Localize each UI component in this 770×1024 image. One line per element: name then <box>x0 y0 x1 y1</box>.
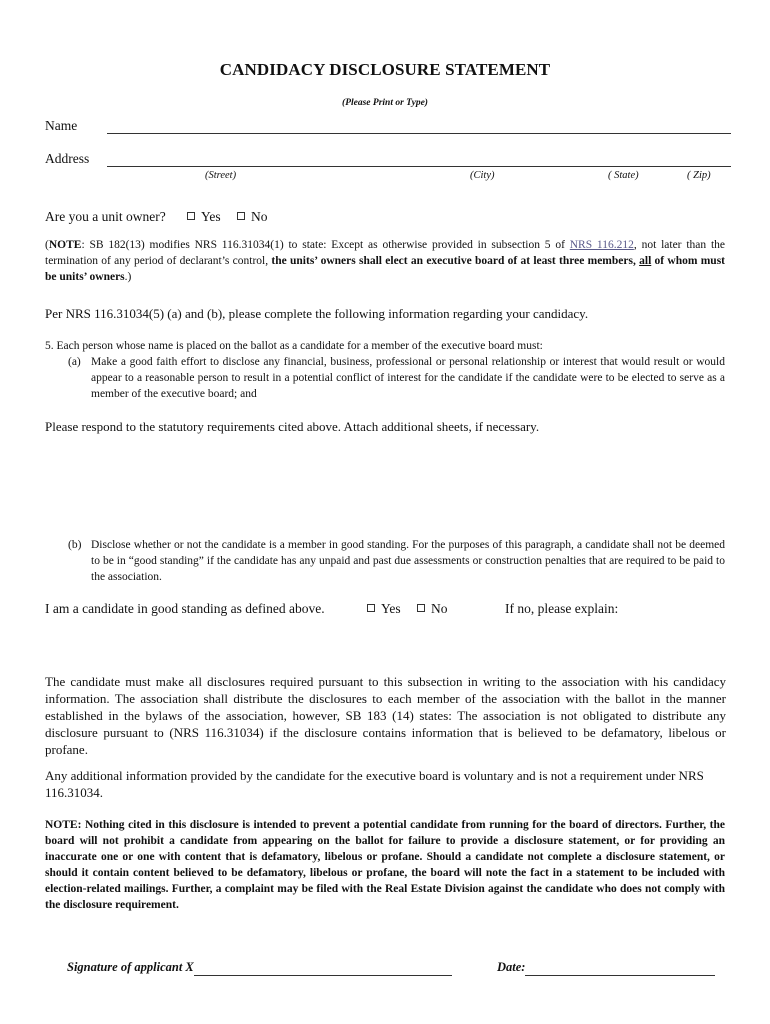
street-caption: (Street) <box>205 170 237 181</box>
good-standing-no-option[interactable] <box>417 601 448 617</box>
no-checkbox[interactable] <box>237 212 245 220</box>
note-text-2: , not later than the termination of any period of declarant’s control, <box>45 239 725 267</box>
date-field[interactable] <box>525 963 715 976</box>
signature-row <box>67 958 452 976</box>
zip-caption: ( Zip) <box>687 170 711 181</box>
nrs-116-212-link[interactable]: NRS 116.212 <box>569 239 634 251</box>
note-bold-2: of whom must be units’ owners <box>45 255 726 283</box>
note-bold-all: all <box>639 255 652 267</box>
signature-field[interactable] <box>194 963 452 976</box>
note-open-paren: ( <box>45 239 49 251</box>
address-label: Address <box>45 151 90 166</box>
no-label: No <box>251 209 268 224</box>
note-text-1: : SB 182(13) modifies NRS 116.31034(1) to state: Except as otherwise provided in subsection 5 of <box>81 239 570 251</box>
response-area-b[interactable] <box>45 622 725 668</box>
address-field[interactable] <box>107 166 731 167</box>
yes-checkbox[interactable] <box>187 212 195 220</box>
explain-label: If no, please explain: <box>505 601 619 616</box>
per-nrs-instruction: Per NRS 116.31034(5) (a) and (b), please complete the following information regarding your candidacy. <box>45 306 589 321</box>
good-standing-no-checkbox[interactable] <box>417 604 425 612</box>
good-standing-yes-label: Yes <box>381 601 401 616</box>
date-row <box>497 958 715 976</box>
good-standing-yes-option[interactable] <box>367 601 401 617</box>
state-caption: ( State) <box>608 170 639 181</box>
final-note-paragraph: NOTE: Nothing cited in this disclosure is intended to prevent a potential candidate from running for the board of directors. Further, the board will not prohibit a candidate from appearing on the ballot for failure to provide a disclosure statement, or for providing an inaccurate one or one with content that is defamatory, libelous or profane. Should a candidate not complete a disclosure statement, or should it contain content believed to be defamatory, libelous or profane, the board will note the fact in a statement to be included with election-related mailings. Further, a complaint may be filed with the Real Estate Division against the candidate who does not comply with the disclosure requirement. <box>45 819 725 911</box>
respond-instruction: Please respond to the statutory requirements cited above. Attach additional sheets, if necessary. <box>45 419 540 434</box>
note-label: NOTE <box>48 239 82 251</box>
date-label: Date: <box>497 960 526 974</box>
note-bold-1: the units’ owners shall elect an executive board of at least three members, <box>271 255 640 267</box>
name-label: Name <box>45 118 78 133</box>
note-close: .) <box>124 271 132 283</box>
good-standing-yes-checkbox[interactable] <box>367 604 375 612</box>
section-5b-text: Disclose whether or not the candidate is a member in good standing. For the purposes of this paragraph, a candidate shall not be deemed to be in “good standing” if the candidate has any unpaid and past due assessments or construction penalties that are required to be paid to the association. <box>91 539 725 583</box>
unit-owner-no-option[interactable] <box>237 209 268 225</box>
unit-owner-question: Are you a unit owner? <box>45 209 166 224</box>
signature-label: Signature of applicant X <box>67 960 194 974</box>
section-5a-text: Make a good faith effort to disclose any financial, business, professional or personal relationship or interest that would result or would appear to a reasonable person to result in a potential conflict of interest for the candidate if the candidate were to be elected to serve as a member of the executive board; and <box>91 356 725 400</box>
disclosures-paragraph: The candidate must make all disclosures required pursuant to this subsection in writing to the association with his candidacy information. The association shall distribute the disclosures to each member of the association with the ballot in the manner established in the bylaws of the association, however, SB 183 (14) states: The association is not obligated to distribute any disclosure pursuant to (NRS 116.31034) if the disclosure contains information that is believed to be defamatory, libelous or profane. <box>45 674 726 757</box>
additional-info-paragraph: Any additional information provided by the candidate for the executive board is voluntary and is not a requirement under NRS 116.31034. <box>45 768 704 800</box>
section-5b-label: (b) <box>68 539 82 551</box>
city-caption: (City) <box>470 170 495 181</box>
page-title: CANDIDACY DISCLOSURE STATEMENT <box>219 60 551 79</box>
name-field[interactable] <box>107 133 731 134</box>
response-area-a[interactable] <box>45 440 725 532</box>
good-standing-no-label: No <box>431 601 448 616</box>
unit-owner-yes-option[interactable] <box>187 209 221 225</box>
good-standing-statement: I am a candidate in good standing as defined above. <box>45 601 325 616</box>
yes-label: Yes <box>201 209 221 224</box>
section-5a-label: (a) <box>68 356 81 368</box>
section-5-intro: 5. Each person whose name is placed on the ballot as a candidate for a member of the executive board must: <box>45 340 543 352</box>
page-subtitle: (Please Print or Type) <box>342 98 428 108</box>
nrs-note-paragraph <box>45 237 725 285</box>
